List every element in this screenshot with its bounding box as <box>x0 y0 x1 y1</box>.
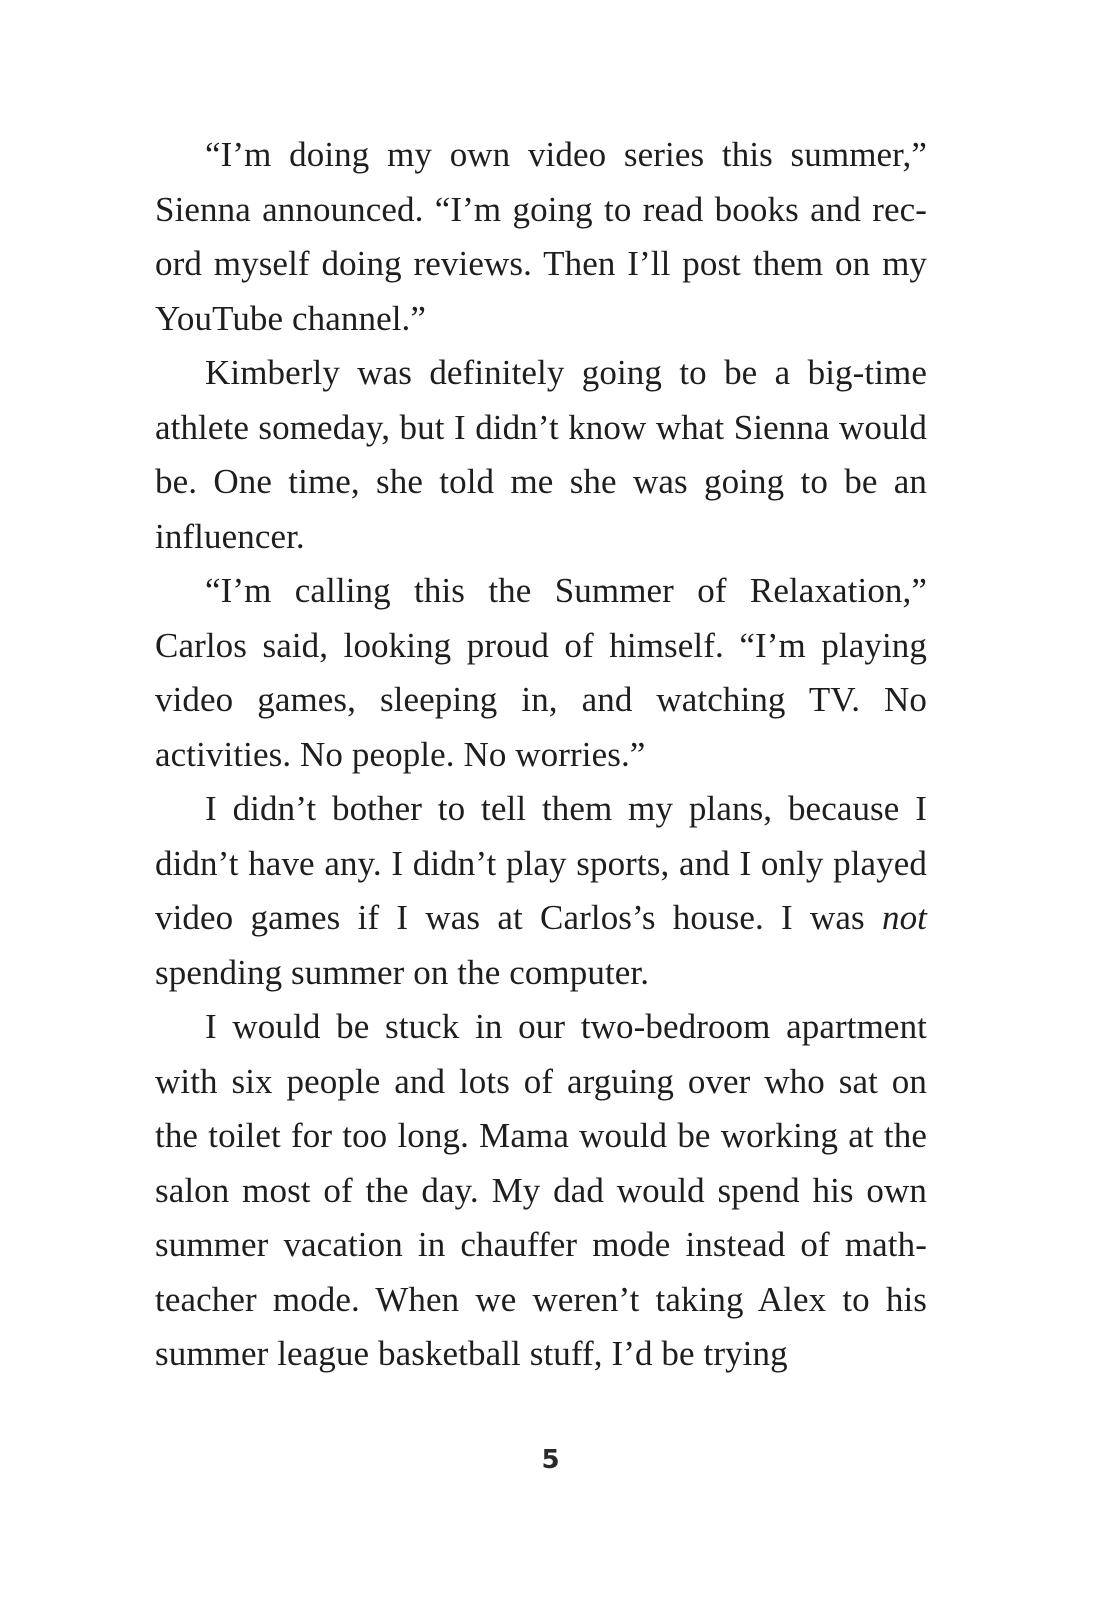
paragraph-3 <box>155 564 927 782</box>
paragraph-1 <box>155 128 927 346</box>
paragraph-text: I would be stuck in our two-bedroom apartment with six people and lots of arguing over who sat on the toilet for too long. Mama would be working at the salon most of the day. My dad would spend his own summer vacation in chauffer mode instead of math-teacher mode. When we weren’t taking Alex to his summer league basketball stuff, I’d be trying <box>155 1007 927 1373</box>
paragraph-text: “I’m doing my own video series this summer,” Sienna announced. “I’m going to read books and rec-ord myself doing reviews. Then I’ll post them on my YouTube channel.” <box>155 135 927 338</box>
body-text <box>155 128 927 1382</box>
emphasis-text: not <box>881 898 927 937</box>
paragraph-text: I didn’t bother to tell them my plans, because I didn’t have any. I didn’t play sports, and I only played video games if I was at Carlos’s house. I was <box>155 789 927 937</box>
paragraph-4 <box>155 782 927 1000</box>
paragraph-text: Kimberly was definitely going to be a big-time athlete someday, but I didn’t know what Sienna would be. One time, she told me she was going to be an influencer. <box>155 353 927 556</box>
paragraph-text: spending summer on the computer. <box>155 952 650 992</box>
paragraph-text: “I’m calling this the Summer of Relaxation,” Carlos said, looking proud of himself. “I’m playing video games, sleeping in, and watching TV. No activities. No people. No worries.” <box>155 571 927 774</box>
page-number: 5 <box>541 1445 560 1475</box>
paragraph-5 <box>155 1000 927 1382</box>
paragraph-2 <box>155 346 927 564</box>
